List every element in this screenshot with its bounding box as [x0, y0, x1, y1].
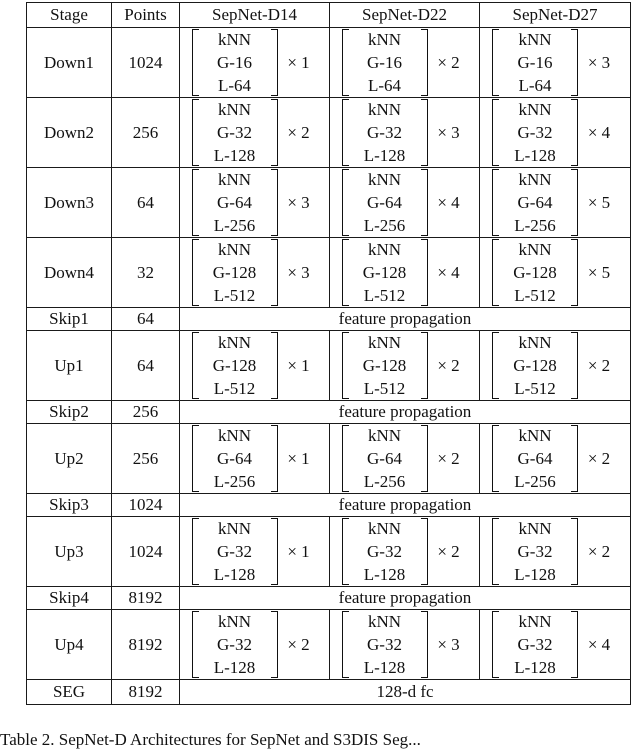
knn-label: kNN: [217, 240, 252, 259]
table-row: [27, 494, 631, 517]
layer-bracket: [342, 168, 428, 237]
linear-label: L-256: [213, 472, 256, 491]
feature-propagation-cell: feature propagation: [180, 308, 631, 331]
group-conv-label: G-128: [362, 263, 407, 282]
repeat-multiplier: × 4: [437, 262, 460, 282]
config-cell: [180, 98, 330, 168]
points-cell: 8192: [112, 610, 180, 680]
group-conv-label: G-32: [217, 635, 252, 654]
table-row: [27, 401, 631, 424]
linear-label: L-128: [514, 565, 556, 584]
repeat-multiplier: × 1: [287, 448, 310, 468]
layer-bracket: [492, 517, 578, 586]
linear-label: L-512: [363, 379, 406, 398]
config-cell: [480, 517, 631, 587]
group-conv-label: G-32: [367, 123, 402, 142]
group-conv-label: G-128: [362, 356, 407, 375]
table-caption: Table 2. SepNet-D Architectures for SepNet and S3DIS Seg...: [0, 730, 421, 749]
linear-label: L-128: [213, 658, 256, 677]
stage-cell: Down1: [27, 28, 112, 98]
table-row: [27, 308, 631, 331]
points-cell: 64: [112, 331, 180, 401]
layer-bracket: [192, 331, 278, 400]
repeat-multiplier: × 5: [587, 192, 611, 212]
config-cell: [180, 331, 330, 401]
layer-bracket: [492, 331, 578, 400]
seg-head-cell: 128-d fc: [180, 680, 631, 705]
knn-label: kNN: [217, 100, 252, 119]
repeat-multiplier: × 2: [287, 122, 310, 142]
knn-label: kNN: [367, 170, 402, 189]
linear-label: L-128: [213, 146, 256, 165]
linear-label: L-128: [363, 658, 406, 677]
knn-label: kNN: [518, 426, 552, 445]
group-conv-label: G-32: [517, 635, 553, 654]
linear-label: L-512: [213, 286, 256, 305]
group-conv-label: G-128: [513, 263, 557, 282]
repeat-multiplier: × 4: [587, 634, 611, 654]
header-sepnet-d22: SepNet-D22: [330, 3, 480, 28]
group-conv-label: G-32: [367, 542, 402, 561]
config-cell: [330, 331, 480, 401]
knn-label: kNN: [367, 100, 402, 119]
points-cell: 64: [112, 168, 180, 238]
knn-label: kNN: [367, 333, 402, 352]
stage-cell: Down3: [27, 168, 112, 238]
table-row: [27, 238, 631, 308]
config-cell: [180, 28, 330, 98]
linear-label: L-128: [213, 565, 256, 584]
repeat-multiplier: × 3: [587, 52, 611, 72]
config-cell: [330, 517, 480, 587]
group-conv-label: G-64: [217, 193, 252, 212]
points-cell: 64: [112, 308, 180, 331]
layer-bracket: [192, 28, 278, 97]
linear-label: L-64: [367, 76, 402, 95]
table-row: [27, 98, 631, 168]
layer-bracket: [342, 331, 428, 400]
points-cell: 1024: [112, 494, 180, 517]
stage-cell: Down2: [27, 98, 112, 168]
layer-bracket: [342, 238, 428, 307]
points-cell: 256: [112, 401, 180, 424]
group-conv-label: G-128: [212, 263, 257, 282]
layer-bracket: [342, 98, 428, 167]
repeat-multiplier: × 2: [587, 541, 611, 561]
repeat-multiplier: × 3: [437, 634, 460, 654]
repeat-multiplier: × 2: [587, 355, 611, 375]
knn-label: kNN: [217, 426, 252, 445]
repeat-multiplier: × 2: [437, 52, 460, 72]
layer-bracket: [192, 610, 278, 679]
knn-label: kNN: [217, 170, 252, 189]
config-cell: [480, 331, 631, 401]
group-conv-label: G-16: [517, 53, 553, 72]
group-conv-label: G-32: [517, 542, 553, 561]
repeat-multiplier: × 2: [587, 448, 611, 468]
group-conv-label: G-64: [517, 449, 553, 468]
layer-bracket: [192, 517, 278, 586]
config-cell: [330, 424, 480, 494]
knn-label: kNN: [367, 240, 402, 259]
layer-bracket: [492, 610, 578, 679]
config-cell: [480, 168, 631, 238]
stage-cell: SEG: [27, 680, 112, 705]
config-cell: [180, 168, 330, 238]
header-sepnet-d14: SepNet-D14: [180, 3, 330, 28]
group-conv-label: G-32: [217, 123, 252, 142]
points-cell: 8192: [112, 587, 180, 610]
points-cell: 256: [112, 98, 180, 168]
config-cell: [480, 238, 631, 308]
linear-label: L-512: [363, 286, 406, 305]
layer-bracket: [342, 28, 428, 97]
stage-cell: Up2: [27, 424, 112, 494]
points-cell: 8192: [112, 680, 180, 705]
linear-label: L-64: [518, 76, 552, 95]
group-conv-label: G-16: [217, 53, 252, 72]
points-cell: 32: [112, 238, 180, 308]
linear-label: L-512: [514, 286, 556, 305]
linear-label: L-256: [514, 472, 556, 491]
group-conv-label: G-128: [212, 356, 257, 375]
knn-label: kNN: [217, 30, 252, 49]
layer-bracket: [192, 238, 278, 307]
points-cell: 1024: [112, 28, 180, 98]
knn-label: kNN: [518, 30, 552, 49]
layer-bracket: [342, 610, 428, 679]
knn-label: kNN: [518, 519, 552, 538]
repeat-multiplier: × 4: [437, 192, 460, 212]
group-conv-label: G-16: [367, 53, 402, 72]
linear-label: L-512: [213, 379, 256, 398]
repeat-multiplier: × 1: [287, 355, 310, 375]
config-cell: [330, 168, 480, 238]
layer-bracket: [192, 98, 278, 167]
repeat-multiplier: × 4: [587, 122, 611, 142]
table-row: [27, 331, 631, 401]
architecture-table: [26, 2, 631, 705]
table-row: [27, 587, 631, 610]
knn-label: kNN: [518, 170, 552, 189]
linear-label: L-256: [363, 216, 406, 235]
repeat-multiplier: × 3: [437, 122, 460, 142]
group-conv-label: G-64: [367, 193, 402, 212]
table-row: [27, 168, 631, 238]
layer-bracket: [492, 28, 578, 97]
stage-cell: Skip1: [27, 308, 112, 331]
layer-bracket: [492, 168, 578, 237]
feature-propagation-cell: feature propagation: [180, 587, 631, 610]
layer-bracket: [342, 517, 428, 586]
group-conv-label: G-64: [217, 449, 252, 468]
repeat-multiplier: × 1: [287, 541, 310, 561]
stage-cell: Up1: [27, 331, 112, 401]
knn-label: kNN: [217, 612, 252, 631]
layer-bracket: [492, 98, 578, 167]
linear-label: L-256: [213, 216, 256, 235]
linear-label: L-128: [363, 565, 406, 584]
repeat-multiplier: × 1: [287, 52, 310, 72]
config-cell: [180, 238, 330, 308]
knn-label: kNN: [518, 240, 552, 259]
stage-cell: Skip4: [27, 587, 112, 610]
stage-cell: Skip2: [27, 401, 112, 424]
config-cell: [480, 28, 631, 98]
knn-label: kNN: [367, 30, 402, 49]
linear-label: L-64: [217, 76, 252, 95]
config-cell: [480, 98, 631, 168]
knn-label: kNN: [367, 519, 402, 538]
feature-propagation-cell: feature propagation: [180, 494, 631, 517]
layer-bracket: [192, 168, 278, 237]
config-cell: [330, 98, 480, 168]
group-conv-label: G-64: [367, 449, 402, 468]
config-cell: [180, 610, 330, 680]
config-cell: [180, 517, 330, 587]
stage-cell: Up4: [27, 610, 112, 680]
header-points: Points: [112, 3, 180, 28]
stage-cell: Down4: [27, 238, 112, 308]
feature-propagation-cell: feature propagation: [180, 401, 631, 424]
linear-label: L-256: [514, 216, 556, 235]
repeat-multiplier: × 2: [287, 634, 310, 654]
group-conv-label: G-128: [513, 356, 557, 375]
table-row: [27, 517, 631, 587]
stage-cell: Skip3: [27, 494, 112, 517]
points-cell: 1024: [112, 517, 180, 587]
config-cell: [480, 424, 631, 494]
layer-bracket: [342, 424, 428, 493]
repeat-multiplier: × 2: [437, 541, 460, 561]
group-conv-label: G-32: [517, 123, 553, 142]
repeat-multiplier: × 2: [437, 355, 460, 375]
linear-label: L-512: [514, 379, 556, 398]
knn-label: kNN: [518, 612, 552, 631]
config-cell: [480, 610, 631, 680]
header-sepnet-d27: SepNet-D27: [480, 3, 631, 28]
config-cell: [330, 28, 480, 98]
header-row: [27, 3, 631, 28]
layer-bracket: [492, 424, 578, 493]
stage-cell: Up3: [27, 517, 112, 587]
group-conv-label: G-32: [367, 635, 402, 654]
knn-label: kNN: [217, 519, 252, 538]
knn-label: kNN: [367, 426, 402, 445]
config-cell: [180, 424, 330, 494]
layer-bracket: [492, 238, 578, 307]
table-row: [27, 680, 631, 705]
linear-label: L-256: [363, 472, 406, 491]
table-row: [27, 610, 631, 680]
linear-label: L-128: [514, 146, 556, 165]
layer-bracket: [192, 424, 278, 493]
knn-label: kNN: [217, 333, 252, 352]
table-row: [27, 424, 631, 494]
config-cell: [330, 610, 480, 680]
group-conv-label: G-64: [517, 193, 553, 212]
knn-label: kNN: [518, 100, 552, 119]
config-cell: [330, 238, 480, 308]
knn-label: kNN: [518, 333, 552, 352]
repeat-multiplier: × 3: [287, 262, 310, 282]
table-row: [27, 28, 631, 98]
points-cell: 256: [112, 424, 180, 494]
linear-label: L-128: [363, 146, 406, 165]
knn-label: kNN: [367, 612, 402, 631]
linear-label: L-128: [514, 658, 556, 677]
group-conv-label: G-32: [217, 542, 252, 561]
repeat-multiplier: × 2: [437, 448, 460, 468]
header-stage: Stage: [27, 3, 112, 28]
repeat-multiplier: × 3: [287, 192, 310, 212]
repeat-multiplier: × 5: [587, 262, 611, 282]
